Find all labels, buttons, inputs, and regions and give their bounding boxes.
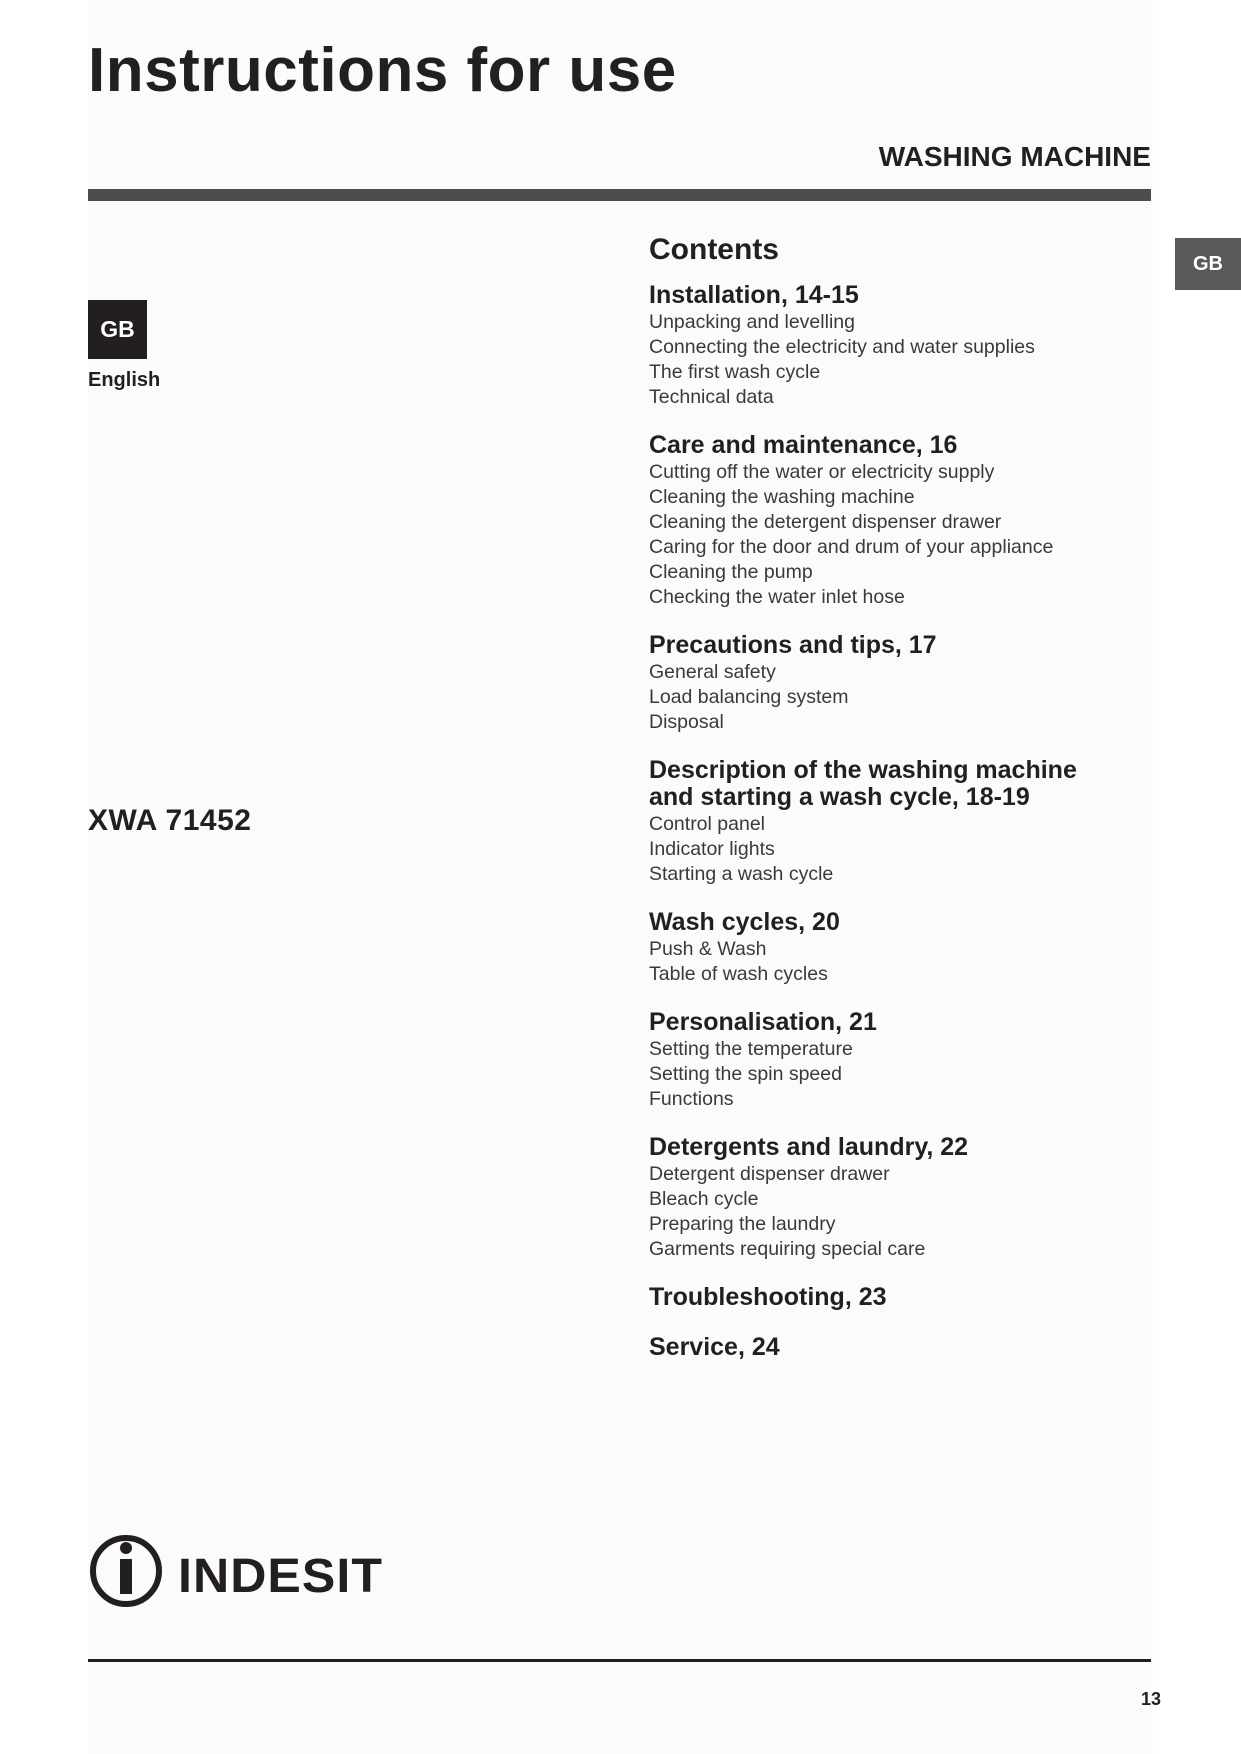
toc-item: Unpacking and levelling (649, 311, 855, 333)
language-label: English (88, 369, 161, 391)
toc-item: Setting the temperature (649, 1038, 853, 1060)
toc-section-title: Description of the washing machine (649, 756, 1077, 784)
toc-section-title: Service, 24 (649, 1333, 780, 1361)
toc-item: Caring for the door and drum of your appliance (649, 536, 1054, 558)
toc-section-precautions (649, 633, 1149, 735)
toc-item: Table of wash cycles (649, 963, 828, 985)
toc-item: Functions (649, 1088, 734, 1110)
model-number: XWA 71452 (88, 804, 252, 837)
toc-item: Detergent dispenser drawer (649, 1163, 890, 1185)
toc-section-title: Installation, 14-15 (649, 281, 859, 309)
toc-section-wash-cycles (649, 910, 1149, 987)
toc-section-title: Care and maintenance, 16 (649, 431, 958, 459)
toc-item: Load balancing system (649, 686, 849, 708)
toc-item: Preparing the laundry (649, 1213, 836, 1235)
toc-item: Indicator lights (649, 838, 775, 860)
indesit-logo (88, 1530, 388, 1610)
toc-item: Technical data (649, 386, 774, 408)
page-number: 13 (1140, 1689, 1161, 1709)
toc-item: Disposal (649, 711, 724, 733)
toc-section-title: Personalisation, 21 (649, 1008, 877, 1036)
toc-item: The first wash cycle (649, 361, 821, 383)
toc-section-care (649, 433, 1149, 610)
toc-section-service (649, 1335, 1149, 1360)
header-divider (88, 189, 1151, 201)
toc-section-title: Precautions and tips, 17 (649, 631, 937, 659)
language-side-tab: GB (1175, 238, 1241, 290)
toc-item: Checking the water inlet hose (649, 586, 905, 608)
toc-section-installation (649, 283, 1149, 410)
language-badge: GB (88, 300, 147, 359)
toc-item: Cleaning the pump (649, 561, 813, 583)
contents-heading: Contents (649, 233, 779, 266)
toc-item: Setting the spin speed (649, 1063, 842, 1085)
page-title: Instructions for use (88, 36, 677, 105)
toc-section-detergents (649, 1135, 1149, 1262)
footer-divider (88, 1659, 1151, 1662)
toc-item: Cleaning the detergent dispenser drawer (649, 511, 1002, 533)
toc-item: General safety (649, 661, 776, 683)
toc-item: Garments requiring special care (649, 1238, 926, 1260)
toc-item: Push & Wash (649, 938, 767, 960)
toc-section-title-continued: and starting a wash cycle, 18-19 (649, 783, 1030, 811)
table-of-contents (649, 233, 1149, 1383)
toc-item: Connecting the electricity and water supplies (649, 336, 1035, 358)
toc-section-title: Wash cycles, 20 (649, 908, 840, 936)
toc-section-title: Troubleshooting, 23 (649, 1283, 887, 1311)
toc-section-personalisation (649, 1010, 1149, 1112)
toc-item: Cutting off the water or electricity supply (649, 461, 995, 483)
toc-section-title: Detergents and laundry, 22 (649, 1133, 969, 1161)
toc-section-description (649, 758, 1149, 887)
toc-item: Control panel (649, 813, 765, 835)
toc-section-troubleshooting (649, 1285, 1149, 1310)
toc-item: Cleaning the washing machine (649, 486, 915, 508)
indesit-i-circle-logo-icon (93, 1538, 159, 1604)
toc-item: Starting a wash cycle (649, 863, 834, 885)
document-subtitle: WASHING MACHINE (878, 141, 1151, 172)
toc-item: Bleach cycle (649, 1188, 759, 1210)
indesit-logo-text: INDESIT (178, 1550, 383, 1603)
